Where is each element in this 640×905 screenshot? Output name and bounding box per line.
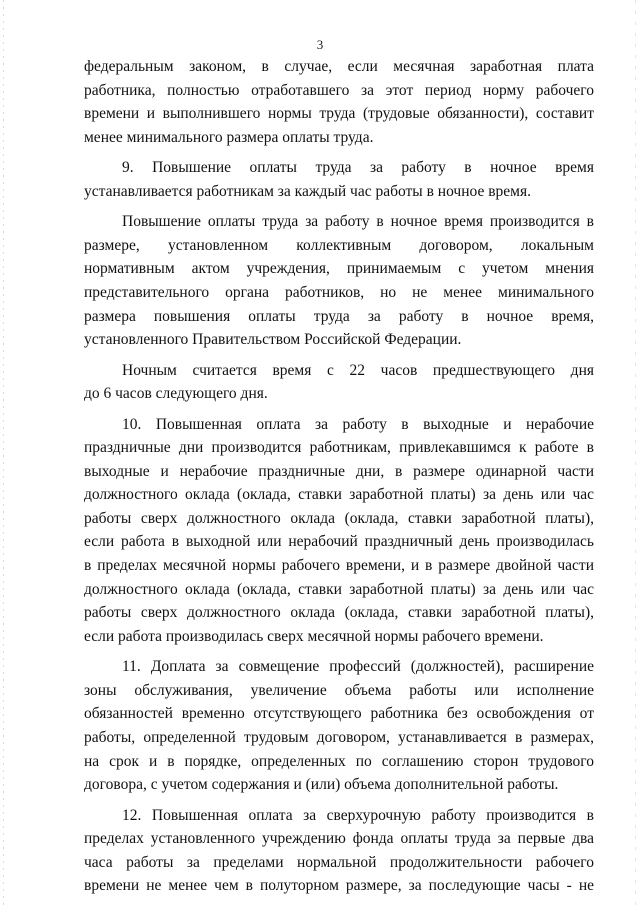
text-line: договора, с учетом содержания и (или) объема дополнительной работы. [84,776,559,794]
text-line: работы, определенной трудовым договором, устанавливается в размерах, [84,729,594,747]
text-line: размера повышения оплаты труда за работу в ночное время, [84,307,594,325]
paragraph-item-11 [84,655,594,797]
text-line: 12. Повышенная оплата за сверхурочную работу производится в [122,806,594,824]
text-line: 11. Доплата за совмещение профессий (должностей), расширение [122,658,594,676]
text-line: зоны обслуживания, увеличение объема работы или исполнение [84,681,594,699]
paragraph-night-pay [84,210,594,352]
text-line: установленного Правительством Российской Федерации. [84,331,462,349]
text-line: выходные и нерабочие праздничные дни, в размере одинарной части [84,462,594,480]
paragraph-continuation [84,55,594,149]
paragraph-night-time [84,359,594,406]
text-line: времени не менее чем в полуторном размере, за последующие часы - не [84,877,594,895]
scan-edge-left [3,0,4,905]
text-line: в пределах месячной нормы рабочего времени, и в размере двойной части [84,557,594,575]
text-line: размере, установленном коллективным договором, локальным [84,236,594,254]
text-line: Ночным считается время с 22 часов предшествующего дня [122,361,594,379]
text-line: работы сверх должностного оклада (оклада, ставки заработной платы), [84,509,594,527]
text-line: Повышение оплаты труда за работу в ночное время производится в [122,213,594,231]
text-line: времени и выполнившего нормы труда (трудовые обязанности), составит [84,105,594,123]
paragraph-item-12 [84,804,594,898]
text-line: до 6 часов следующего дня. [84,385,268,403]
text-line: если работа производилась сверх месячной нормы рабочего времени. [84,627,544,645]
paragraph-item-10 [84,413,594,649]
text-line: федеральным законом, в случае, если месячная заработная плата [84,58,594,75]
page-number: 3 [316,37,324,52]
paragraph-item-9 [84,156,594,203]
text-line: представительного органа работников, но не менее минимального [84,283,594,301]
text-line: работника, полностью отработавшего за этот период норму рабочего [84,81,594,99]
text-line: менее минимального размера оплаты труда. [84,128,374,146]
text-line: должностного оклада (оклада, ставки заработной платы) за день или час [84,580,594,598]
text-line: на срок и в порядке, определенных по соглашению сторон трудового [84,752,594,770]
text-line: пределах установленного учреждению фонда оплаты труда за первые два [84,830,594,848]
text-line: 10. Повышенная оплата за работу в выходные и нерабочие [122,415,594,433]
text-line: праздничные дни производится работникам, привлекавшимся к работе в [84,439,594,457]
text-line: 9. Повышение оплаты труда за работу в ночное время [122,159,594,177]
text-line: часа работы за пределами нормальной продолжительности рабочего [84,853,594,871]
text-line: если работа в выходной или нерабочий праздничный день производилась [84,533,594,551]
text-line: обязанностей временно отсутствующего работника без освобождения от [84,705,594,723]
text-line: устанавливается работникам за каждый час работы в ночное время. [84,182,531,200]
text-line: должностного оклада (оклада, ставки заработной платы) за день или час [84,486,594,504]
text-line: работы сверх должностного оклада (оклада, ставки заработной платы), [84,604,594,622]
scan-edge-right [635,0,636,905]
text-line: нормативным актом учреждения, принимаемым с учетом мнения [84,260,594,278]
document-body [84,55,594,898]
